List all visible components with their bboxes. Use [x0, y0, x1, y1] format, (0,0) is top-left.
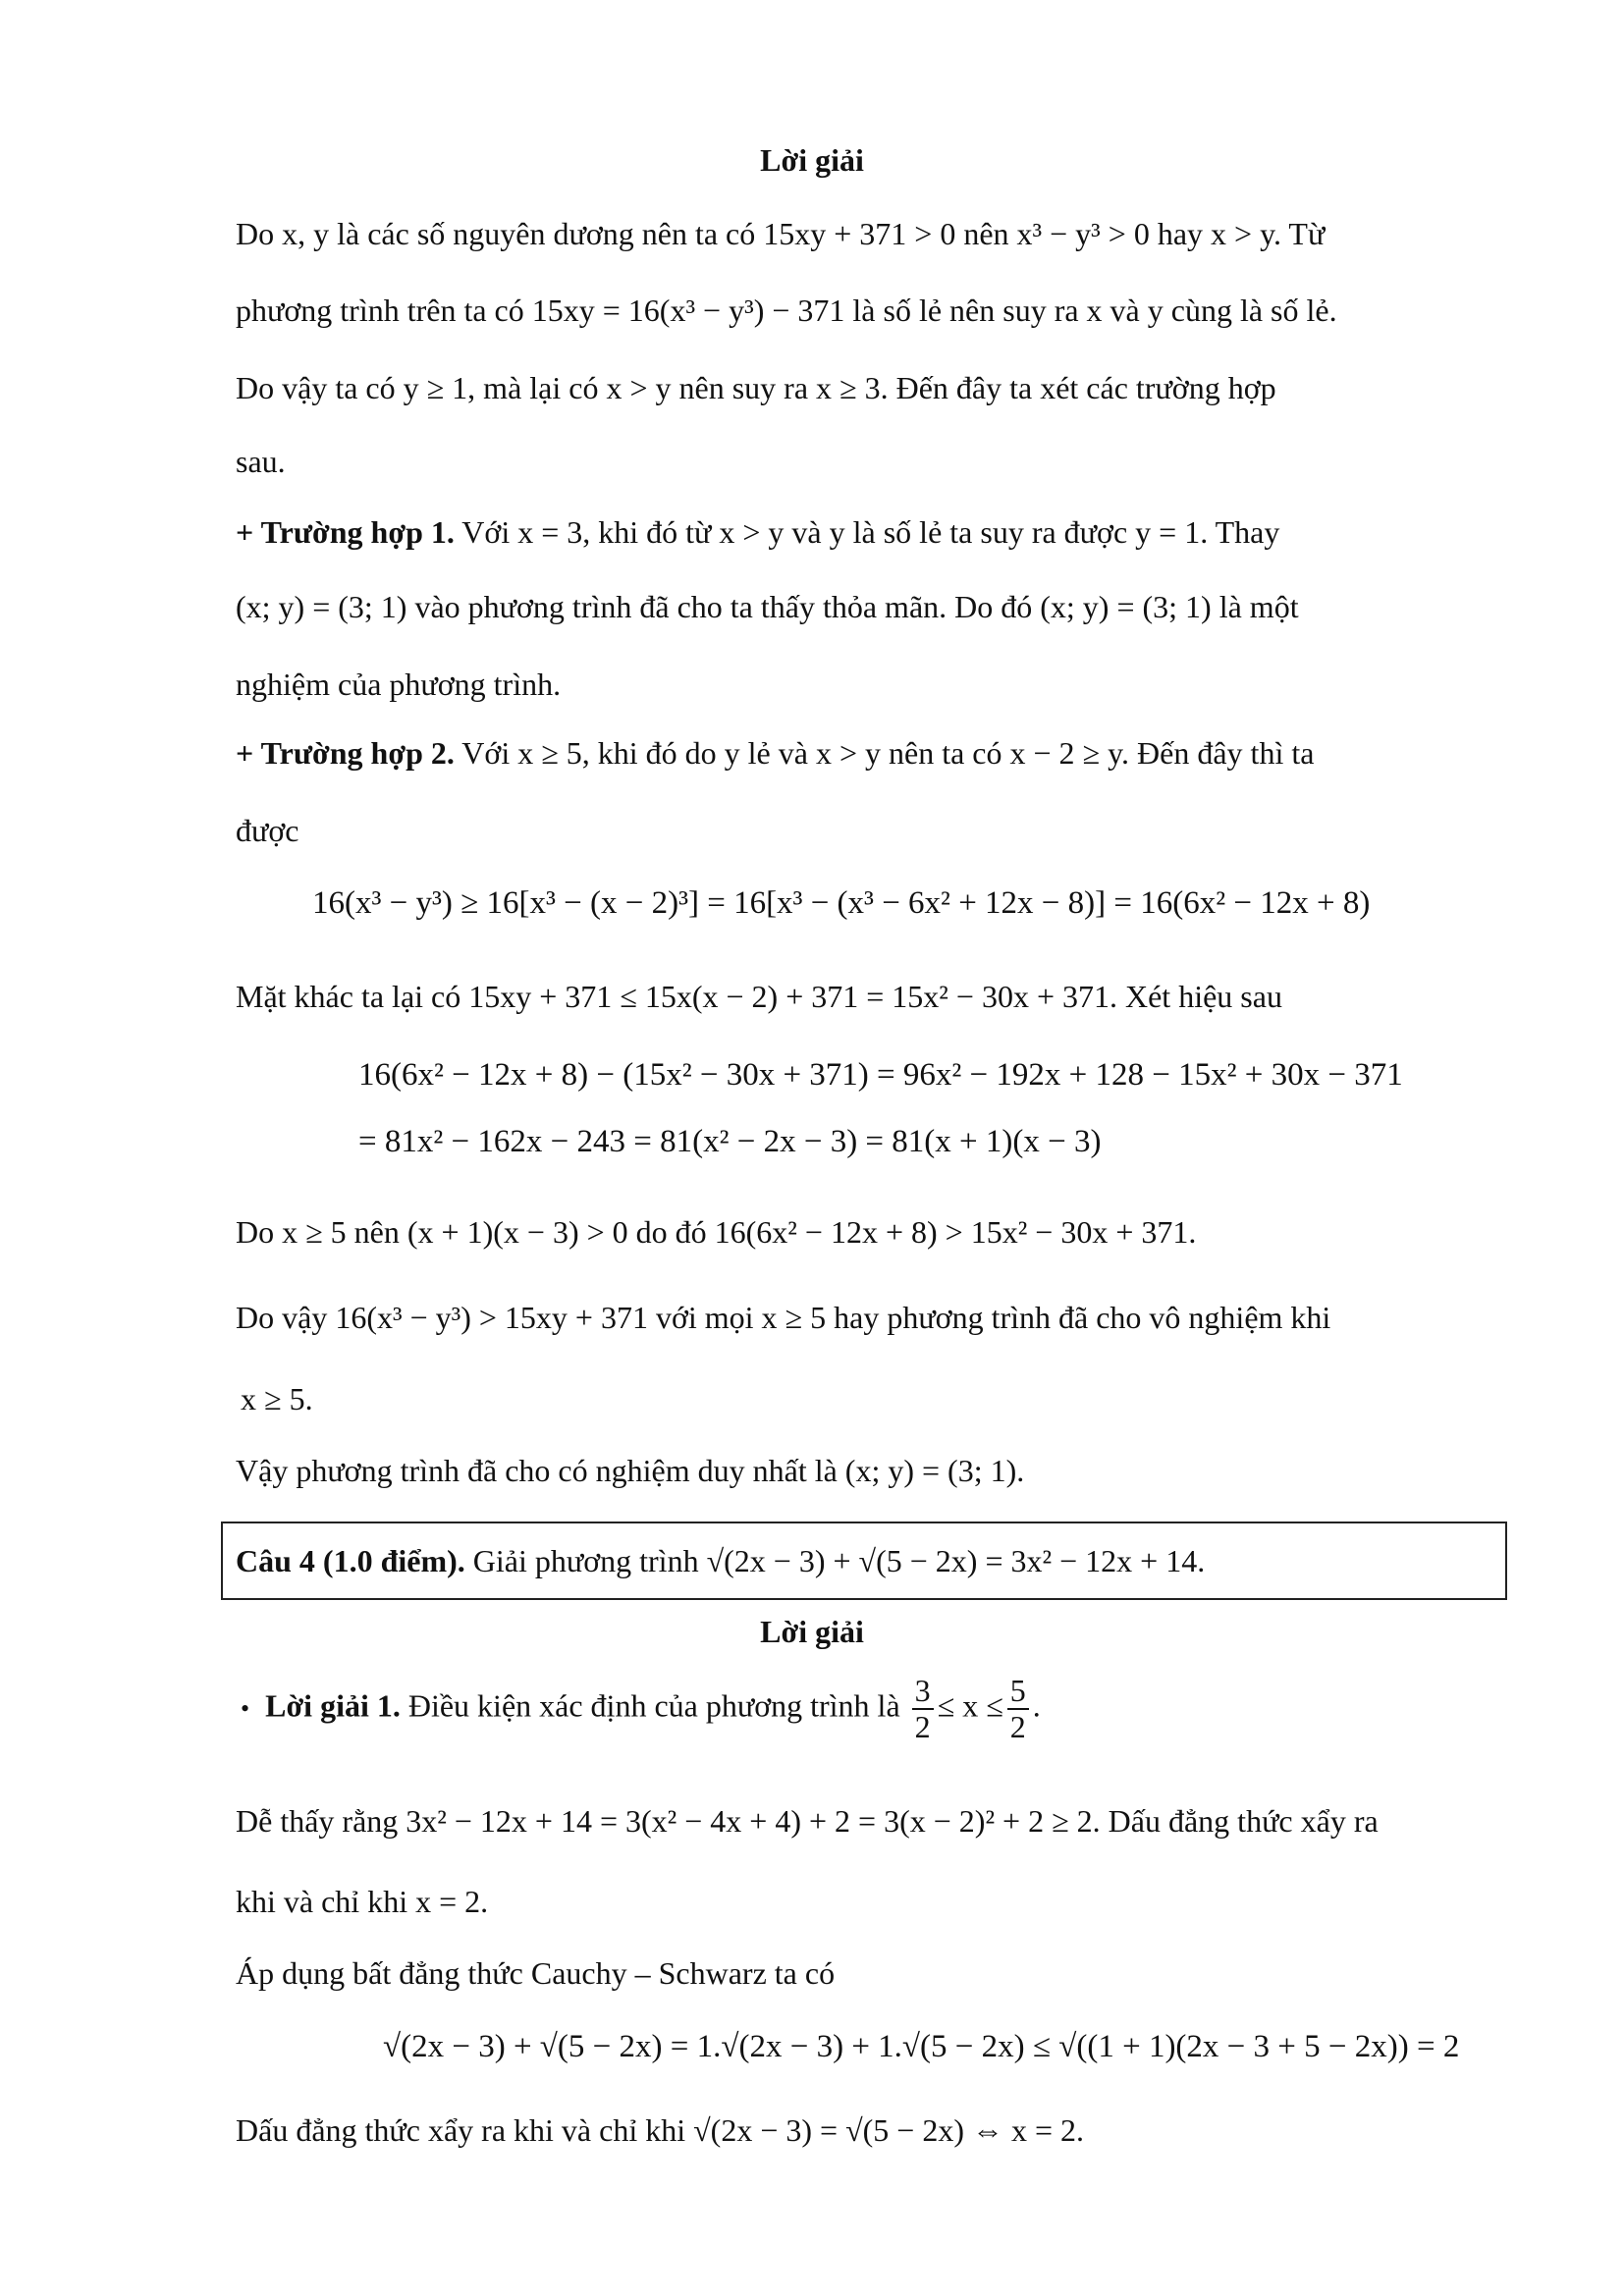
fraction: $\frac{3}{2}$ — [912, 1674, 934, 1744]
conclusion-line: Vậy phương trình đã cho có nghiệm duy nhất là (x; y) = (3; 1). — [236, 1453, 1025, 1488]
case-2-label: + Trường hợp 2. — [236, 735, 455, 771]
equation: = 81x² − 162x − 243 = 81(x² − 2x − 3) = 81(x + 1)(x − 3) — [358, 1124, 1102, 1159]
inequality-text: ≤ x ≤ — [937, 1687, 1003, 1724]
paragraph-line: Áp dụng bất đẳng thức Cauchy – Schwarz ta có — [236, 1955, 836, 1991]
case-2-line — [236, 733, 1314, 773]
equation: √(2x − 3) + √(5 − 2x) = 1.√(2x − 3) + 1.√(5 − 2x) ≤ √((1 + 1)(2x − 3 + 5 − 2x)) = 2 — [383, 2029, 1460, 2064]
case-2-text: Với x ≥ 5, khi đó do y lẻ và x > y nên ta có x − 2 ≥ y. Đến đây thì ta — [454, 735, 1315, 771]
equation: 16(6x² − 12x + 8) − (15x² − 30x + 371) = 96x² − 192x + 128 − 15x² + 30x − 371 — [358, 1057, 1403, 1093]
equation: 16(x³ − y³) ≥ 16[x³ − (x − 2)³] = 16[x³ − (x³ − 6x² + 12x − 8)] = 16(6x² − 12x + 8) — [312, 885, 1371, 921]
solution-1-line: • Lời giải 1. Điều kiện xác định của phương trình là $\frac{3}{2}$ ≤ x ≤ $\frac{5}{2}$ . — [241, 1673, 1041, 1745]
fraction: $\frac{5}{2}$ — [1007, 1674, 1029, 1744]
paragraph-line: Dấu đẳng thức xẩy ra khi và chỉ khi √(2x − 3) = √(5 − 2x) ⇔ x = 2. — [236, 2112, 1085, 2148]
question-4-line — [236, 1541, 1205, 1580]
case-1-line — [236, 512, 1279, 552]
solution-heading: Lời giải — [760, 1614, 864, 1649]
paragraph-line: phương trình trên ta có 15xy = 16(x³ − y³) − 371 là số lẻ nên suy ra x và y cùng là số lẻ. — [236, 293, 1337, 328]
case-1-text: Với x = 3, khi đó từ x > y và y là số lẻ ta suy ra được y = 1. Thay — [454, 514, 1280, 550]
paragraph-line: sau. — [236, 444, 286, 479]
case-1-label: + Trường hợp 1. — [236, 514, 455, 550]
solution-heading: Lời giải — [760, 142, 864, 178]
paragraph-line: được — [236, 813, 299, 848]
paragraph-line: khi và chỉ khi x = 2. — [236, 1884, 489, 1919]
paragraph-line: Dễ thấy rằng 3x² − 12x + 14 = 3(x² − 4x + 4) + 2 = 3(x − 2)² + 2 ≥ 2. Dấu đẳng thức xẩy ra — [236, 1803, 1379, 1839]
paragraph-line: Do x ≥ 5 nên (x + 1)(x − 3) > 0 do đó 16(6x² − 12x + 8) > 15x² − 30x + 371. — [236, 1214, 1197, 1250]
question-4-label: Câu 4 (1.0 điểm). — [236, 1543, 465, 1578]
paragraph-line: Mặt khác ta lại có 15xy + 371 ≤ 15x(x − 2) + 371 = 15x² − 30x + 371. Xét hiệu sau — [236, 979, 1282, 1014]
paragraph-line: nghiệm của phương trình. — [236, 667, 562, 702]
question-4-text: Giải phương trình √(2x − 3) + √(5 − 2x) = 3x² − 12x + 14. — [464, 1543, 1206, 1578]
paragraph-line: (x; y) = (3; 1) vào phương trình đã cho ta thấy thỏa mãn. Do đó (x; y) = (3; 1) là một — [236, 589, 1299, 624]
solution-1-text: Điều kiện xác định của phương trình là — [400, 1687, 900, 1724]
solution-1-label: Lời giải 1. — [265, 1687, 401, 1724]
paragraph-line: Do vậy 16(x³ − y³) > 15xy + 371 với mọi x ≥ 5 hay phương trình đã cho vô nghiệm khi — [236, 1300, 1331, 1335]
bullet-icon: • — [241, 1693, 250, 1723]
paragraph-line: Do x, y là các số nguyên dương nên ta có 15xy + 371 > 0 nên x³ − y³ > 0 hay x > y. Từ — [236, 216, 1326, 251]
paragraph-line: Do vậy ta có y ≥ 1, mà lại có x > y nên suy ra x ≥ 3. Đến đây ta xét các trường hợp — [236, 370, 1276, 405]
paragraph-line: x ≥ 5. — [241, 1381, 313, 1416]
